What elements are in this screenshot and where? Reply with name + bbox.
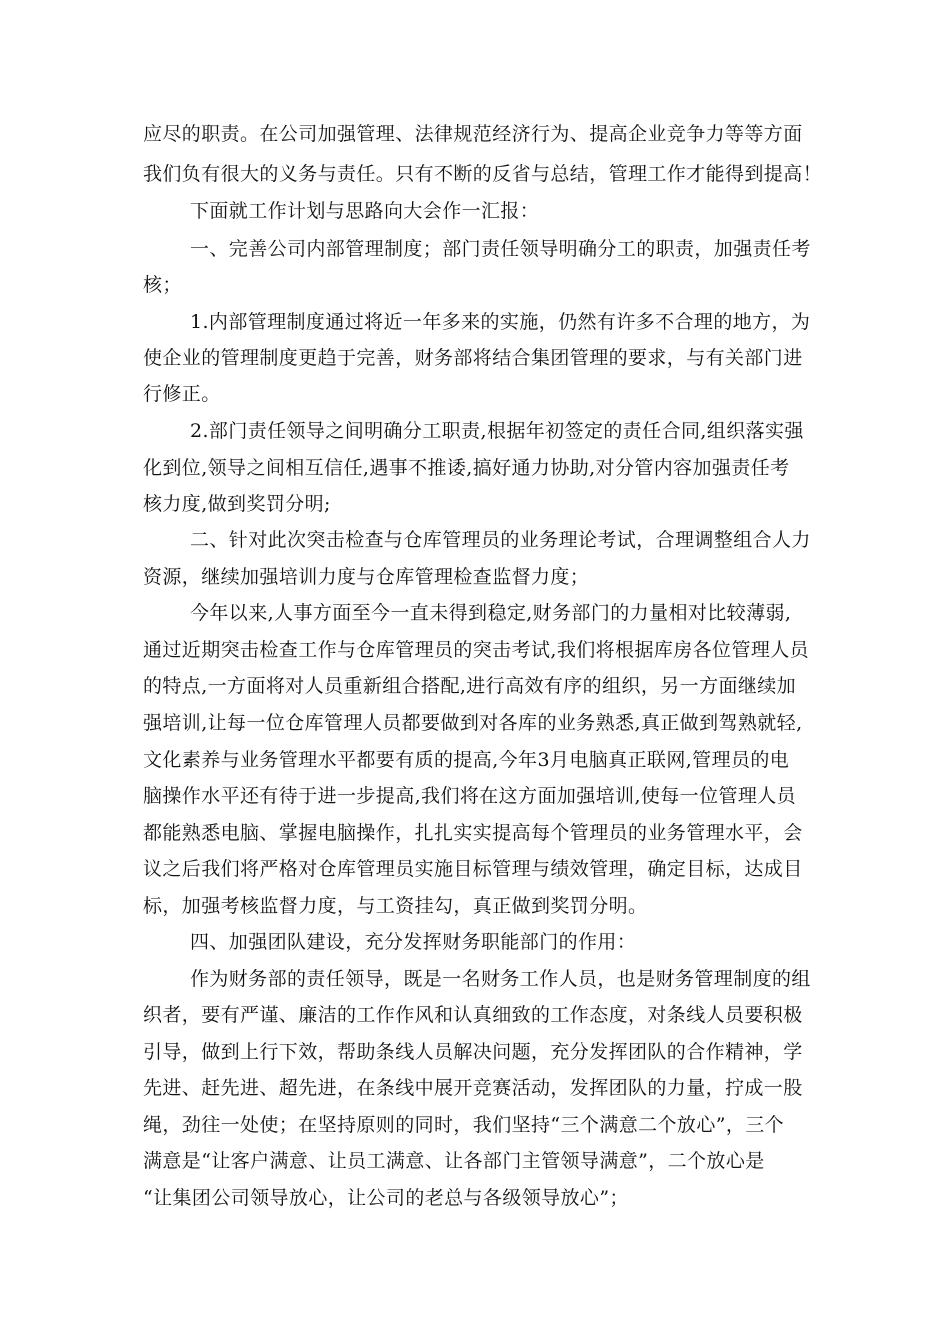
- text-line: 织者，要有严谨、廉洁的工作作风和认真细致的工作态度，对条线人员要积极: [143, 1004, 803, 1026]
- text-line: 标，加强考核监督力度，与工资挂勾，真正做到奖罚分明。: [143, 895, 648, 917]
- text-line: 先进、赶先进、超先进，在条线中展开竞赛活动，发挥团队的力量，拧成一股: [143, 1077, 803, 1099]
- text-line: 1.内部管理制度通过将近一年多来的实施，仍然有许多不合理的地方，为: [190, 311, 811, 333]
- text-line: 资源，继续加强培训力度与仓库管理检查监督力度；: [143, 566, 590, 588]
- text-line: 作为财务部的责任领导，既是一名财务工作人员，也是财务管理制度的组: [190, 968, 811, 990]
- text-line: 应尽的职责。在公司加强管理、法律规范经济行为、提高企业竞争力等等方面: [143, 123, 803, 145]
- text-line: 通过近期突击检查工作与仓库管理员的突击考试,我们将根据库房各位管理人员: [143, 639, 810, 661]
- text-line: 强培训,让每一位仓库管理人员都要做到对各库的业务熟悉,真正做到驾熟就轻,: [143, 712, 803, 734]
- text-line: 满意是“让客户满意、让员工满意、让各部门主管领导满意”，二个放心是: [143, 1150, 765, 1172]
- text-line: 文化素养与业务管理水平都要有质的提高,今年3月电脑真正联网,管理员的电: [143, 749, 790, 771]
- text-line: 脑操作水平还有待于进一步提高,我们将在这方面加强培训,使每一位管理人员: [143, 785, 797, 807]
- text-line: 下面就工作计划与思路向大会作一汇报：: [190, 200, 540, 222]
- text-line: “让集团公司领导放心，让公司的老总与各级领导放心”；: [143, 1187, 629, 1209]
- text-line: 化到位,领导之间相互信任,遇事不推诿,搞好通力协助,对分管内容加强责任考: [143, 457, 790, 479]
- section-heading: 四、加强团队建设，充分发挥财务职能部门的作用：: [190, 931, 637, 953]
- text-line: 2.部门责任领导之间明确分工职责,根据年初签定的责任合同,组织落实强: [190, 420, 804, 442]
- text-line: 都能熟悉电脑、掌握电脑操作，扎扎实实提高每个管理员的业务管理水平，会: [143, 822, 803, 844]
- text-line: 使企业的管理制度更趋于完善，财务部将结合集团管理的要求，与有关部门进: [143, 347, 803, 369]
- section-heading: 二、针对此次突击检查与仓库管理员的业务理论考试，合理调整组合人力: [190, 529, 811, 551]
- text-line: 核；: [143, 274, 182, 296]
- text-line: 的特点,一方面将对人员重新组合搭配,进行高效有序的组织，另一方面继续加: [143, 675, 797, 697]
- text-line: 引导，做到上行下效，帮助条线人员解决问题，充分发挥团队的合作精神，学: [143, 1041, 803, 1063]
- text-line: 议之后我们将严格对仓库管理员实施目标管理与绩效管理，确定目标，达成目: [143, 858, 803, 880]
- text-line: 行修正。: [143, 383, 221, 405]
- text-line: 今年以来,人事方面至今一直未得到稳定,财务部门的力量相对比较薄弱,: [190, 602, 792, 624]
- text-line: 绳，劲往一处使；在坚持原则的同时，我们坚持“三个满意二个放心”，三个: [143, 1114, 785, 1136]
- text-line: 核力度,做到奖罚分明;: [143, 493, 331, 515]
- section-heading: 一、完善公司内部管理制度；部门责任领导明确分工的职责，加强责任考: [190, 238, 811, 260]
- text-line: 我们负有很大的义务与责任。只有不断的反省与总结，管理工作才能得到提高！: [143, 163, 823, 185]
